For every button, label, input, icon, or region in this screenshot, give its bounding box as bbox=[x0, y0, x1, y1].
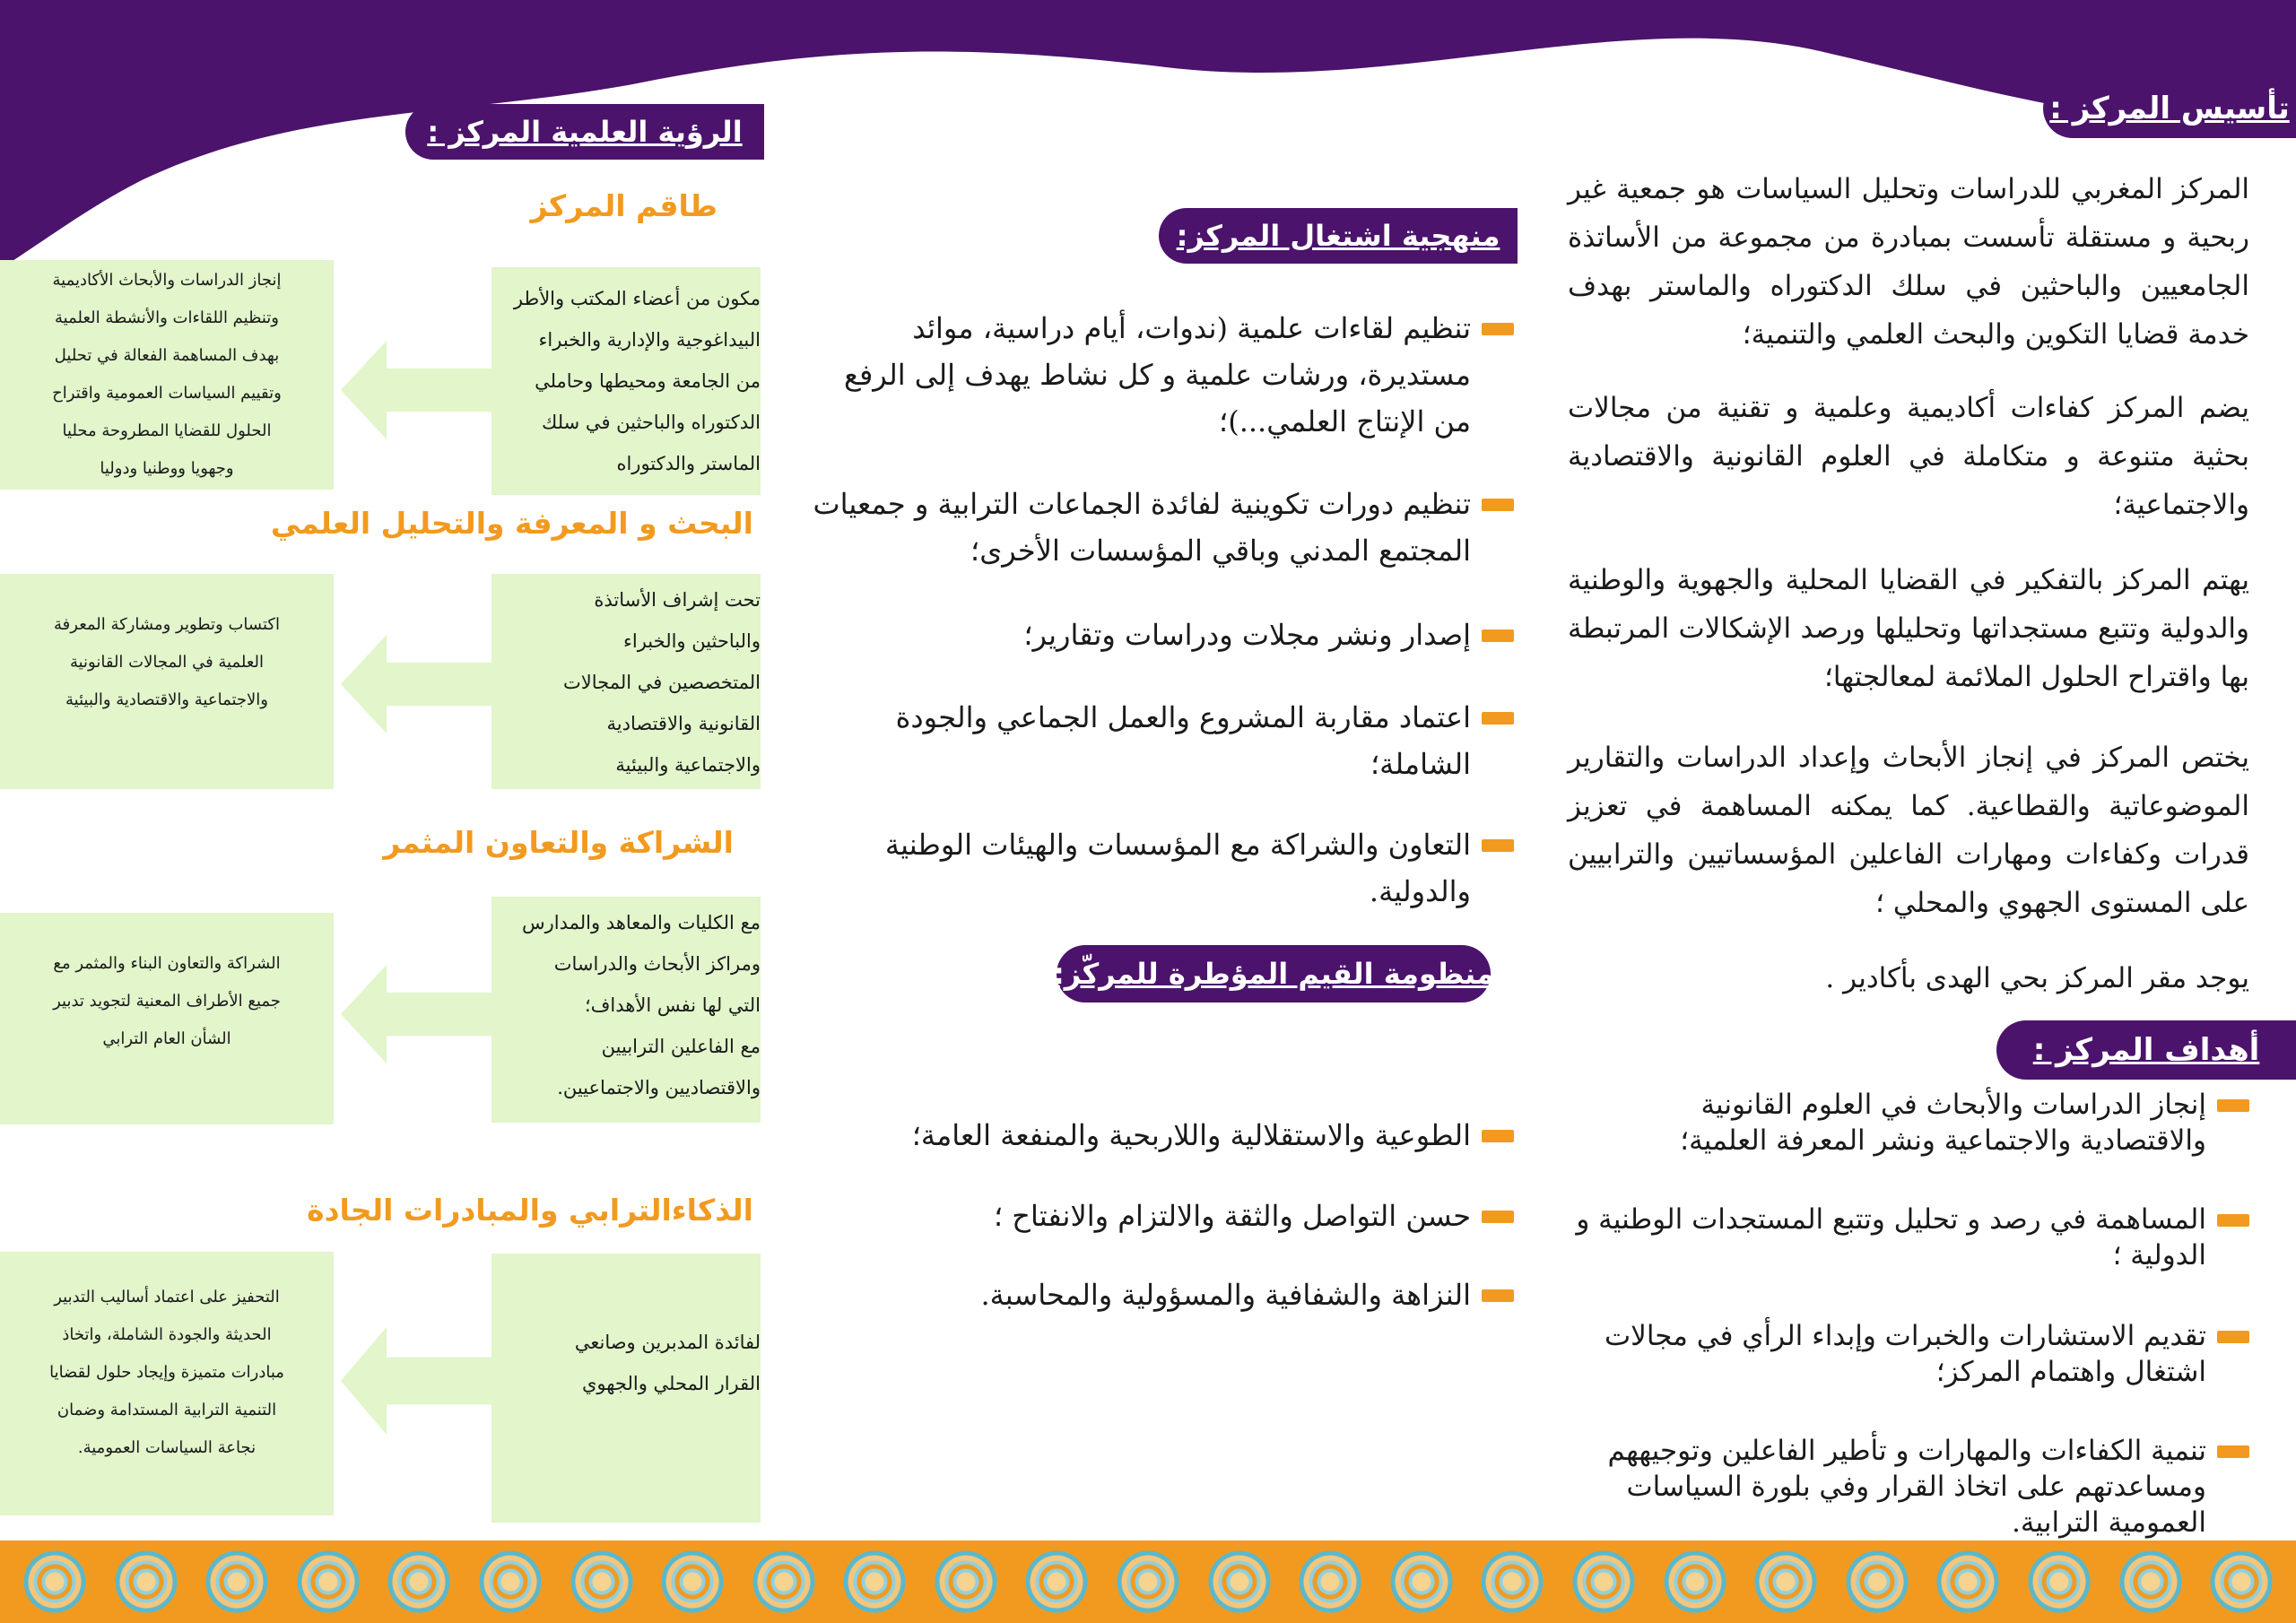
method-item-3: إصدار ونشر مجلات ودراسات وتقارير؛ bbox=[805, 612, 1514, 658]
goal-item-4: تنمية الكفاءات والمهارات و تأطير الفاعلين وتوجيههم ومساعدتهم على اتخاذ القرار وفي بلورة السياسات العمومية الترابية. bbox=[1568, 1433, 2249, 1541]
ornament-medallion-icon bbox=[478, 1549, 543, 1614]
bottom-ornament-band bbox=[0, 1541, 2296, 1623]
team-note-line-1: إنجاز الدراسات والأبحاث الأكاديمية bbox=[52, 271, 282, 290]
territorial-note-line-5: نجاعة السياسات العمومية. bbox=[77, 1438, 257, 1457]
research-desc-line-3: المتخصصين في المجالات bbox=[563, 672, 761, 693]
team-desc-line-5: الماستر والدكتوراه bbox=[616, 453, 761, 474]
ornament-medallion-icon bbox=[660, 1549, 725, 1614]
founding-paragraph-5: يوجد مقر المركز بحي الهدى بأكادير . bbox=[1825, 962, 2249, 994]
founding-paragraph-1: المركز المغربي للدراسات وتحليل السياسات هو جمعية غير ربحية و مستقلة تأسست بمبادرة من مجموعة من الأساتذة الجامعيين والباحثين في سلك الدكتوراه والماستر بهدف خدمة قضايا التكوين والبحث العلمي والتنمية؛ bbox=[1568, 173, 2249, 351]
section-heading-team: طاقم المركز bbox=[530, 188, 718, 223]
ornament-medallion-icon bbox=[1207, 1549, 1272, 1614]
ornament-medallion-icon bbox=[2027, 1549, 2092, 1614]
team-note-line-2: وتنظيم اللقاءات والأنشطة العلمية bbox=[55, 308, 279, 327]
ornament-medallion-icon bbox=[842, 1549, 907, 1614]
ornament-medallion-icon bbox=[1298, 1549, 1362, 1614]
ornament-medallion-icon bbox=[1663, 1549, 1727, 1614]
research-note-box bbox=[0, 574, 334, 789]
ornament-medallion-icon bbox=[1935, 1549, 2000, 1614]
territorial-note-line-4: التنمية الترابية المستدامة وضمان bbox=[57, 1401, 277, 1419]
founding-paragraph-4: يختص المركز في إنجاز الأبحاث وإعداد الدراسات والتقارير الموضوعاتية والقطاعية. كما يمكنه المساهمة في تعزيز قدرات وكفاءات ومهارات الفاعلين المؤسساتيين والترابيين على المستوى الجهوي والمحلي ؛ bbox=[1568, 742, 2249, 919]
research-desc-line-4: القانونية والاقتصادية bbox=[606, 713, 761, 734]
ornament-medallion-icon bbox=[2209, 1549, 2274, 1614]
research-arrow-icon bbox=[341, 635, 493, 733]
territorial-note-line-2: الحديثة والجودة الشاملة، واتخاذ bbox=[62, 1325, 272, 1344]
methodology-title: منهجية اشتغال المركز: bbox=[1159, 208, 1518, 264]
ornament-medallion-icon bbox=[1571, 1549, 1636, 1614]
goals-title: أهداف المركز : bbox=[1996, 1020, 2296, 1080]
section-heading-partnership: الشراكة والتعاون المثمر bbox=[383, 825, 734, 860]
goal-item-3: تقديم الاستشارات والخبرات وإبداء الرأي في مجالات اشتغال واهتمام المركز؛ bbox=[1568, 1318, 2249, 1390]
partnership-desc-line-5: والاقتصاديين والاجتماعيين. bbox=[557, 1077, 761, 1098]
ornament-medallion-icon bbox=[387, 1549, 451, 1614]
vision-title: الرؤية العلمية المركز : bbox=[405, 104, 764, 160]
partnership-note-line-2: جميع الأطراف المعنية لتجويد تدبير bbox=[53, 992, 281, 1011]
territorial-description-box bbox=[491, 1254, 761, 1523]
ornament-medallion-icon bbox=[1024, 1549, 1089, 1614]
territorial-note-line-3: مبادرات متميزة وإيجاد حلول لقضايا bbox=[49, 1363, 284, 1382]
partnership-note-line-3: الشأن العام الترابي bbox=[102, 1029, 231, 1048]
ornament-medallion-icon bbox=[1845, 1549, 1909, 1614]
partnership-desc-line-3: التي لها نفس الأهداف؛ bbox=[584, 994, 761, 1016]
ornament-medallion-icon bbox=[570, 1549, 634, 1614]
territorial-note-line-1: التحفيز على اعتماد أساليب التدبير bbox=[54, 1288, 280, 1306]
territorial-desc-line-1: لفائدة المدبرين وصانعي bbox=[574, 1332, 761, 1353]
partnership-description-box bbox=[491, 897, 761, 1123]
research-desc-line-1: تحت إشراف الأساتذة bbox=[594, 589, 761, 611]
section-heading-territorial-intelligence: الذكاءالترابي والمبادرات الجادة bbox=[307, 1193, 753, 1228]
ornament-medallion-icon bbox=[1480, 1549, 1544, 1614]
research-description-box bbox=[491, 574, 761, 789]
partnership-desc-line-4: مع الفاعلين الترابيين bbox=[601, 1036, 761, 1057]
partnership-desc-line-2: ومراكز الأبحاث والدراسات bbox=[553, 953, 761, 975]
territorial-desc-line-2: القرار المحلي والجهوي bbox=[581, 1373, 761, 1394]
value-item-2: حسن التواصل والثقة والالتزام والانفتاح ؛ bbox=[805, 1193, 1514, 1239]
ornament-medallion-icon bbox=[1116, 1549, 1180, 1614]
ornament-medallion-icon bbox=[1753, 1549, 1818, 1614]
ornament-medallion-icon bbox=[752, 1549, 816, 1614]
research-note-line-2: العلمية في المجالات القانونية bbox=[69, 653, 265, 672]
ornament-medallion-icon bbox=[204, 1549, 269, 1614]
ornament-medallion-icon bbox=[1389, 1549, 1454, 1614]
team-note-line-3: بهدف المساهمة الفعالة في تحليل bbox=[54, 346, 280, 365]
team-desc-line-3: من الجامعة ومحيطها وحاملي bbox=[535, 370, 761, 392]
method-item-4: اعتماد مقاربة المشروع والعمل الجماعي والجودة الشاملة؛ bbox=[805, 694, 1514, 787]
values-title: منظومة القيم المؤطرة للمركّز: bbox=[1057, 945, 1491, 1002]
ornament-medallion-icon bbox=[2118, 1549, 2183, 1614]
ornament-medallion-icon bbox=[934, 1549, 998, 1614]
value-item-1: الطوعية والاستقلالية واللاربحية والمنفعة العامة؛ bbox=[805, 1112, 1514, 1159]
team-note-line-6: وجهويا ووطنيا ودوليا bbox=[100, 459, 234, 478]
partnership-desc-line-1: مع الكليات والمعاهد والمدارس bbox=[521, 912, 761, 933]
founding-title: تأسيس المركز : bbox=[2043, 79, 2296, 138]
team-desc-line-2: البيداغوجية والإدارية والخبراء bbox=[538, 329, 761, 351]
ornament-medallion-icon bbox=[22, 1549, 87, 1614]
team-desc-line-1: مكون من أعضاء المكتب والأطر bbox=[513, 288, 761, 309]
team-note-line-4: وتقييم السياسات العمومية واقتراح bbox=[52, 384, 282, 403]
team-note-line-5: الحلول للقضايا المطروحة محليا bbox=[62, 421, 272, 440]
method-item-2: تنظيم دورات تكوينية لفائدة الجماعات الترابية و جمعيات المجتمع المدني وباقي المؤسسات الأخرى؛ bbox=[805, 481, 1514, 574]
research-note-line-3: والاجتماعية والاقتصادية والبيئية bbox=[65, 690, 268, 709]
method-item-1: تنظيم لقاءات علمية (ندوات، أيام دراسية، موائد مستديرة، ورشات علمية و كل نشاط يهدف إلى الرفع من الإنتاج العلمي...)؛ bbox=[805, 305, 1514, 445]
ornament-medallion-icon bbox=[114, 1549, 178, 1614]
partnership-note-box bbox=[0, 913, 334, 1124]
team-description-box bbox=[491, 267, 761, 495]
team-arrow-icon bbox=[341, 341, 493, 439]
ornament-medallion-icon bbox=[296, 1549, 361, 1614]
territorial-note-box bbox=[0, 1252, 334, 1515]
research-desc-line-2: والباحثين والخبراء bbox=[623, 630, 761, 652]
goal-item-2: المساهمة في رصد و تحليل وتتبع المستجدات الوطنية و الدولية ؛ bbox=[1568, 1202, 2249, 1273]
territorial-arrow-icon bbox=[341, 1327, 493, 1435]
method-item-5: التعاون والشراكة مع المؤسسات والهيئات الوطنية والدولية. bbox=[805, 821, 1514, 915]
section-heading-research: البحث و المعرفة والتحليل العلمي bbox=[270, 506, 753, 541]
goal-item-1: إنجاز الدراسات والأبحاث في العلوم القانونية والاقتصادية والاجتماعية ونشر المعرفة العلمية؛ bbox=[1568, 1087, 2249, 1159]
partnership-note-line-1: الشراكة والتعاون البناء والمثمر مع bbox=[53, 954, 281, 973]
founding-paragraph-2: يضم المركز كفاءات أكاديمية وعلمية و تقنية من مجالات بحثية متنوعة و متكاملة في العلوم القانونية والاقتصادية والاجتماعية؛ bbox=[1568, 392, 2249, 521]
research-desc-line-5: والاجتماعية والبيئية bbox=[615, 754, 761, 776]
founding-paragraph-3: يهتم المركز بالتفكير في القضايا المحلية والجهوية والوطنية والدولية وتتبع مستجداتها وتحليلها ورصد الإشكالات المرتبطة بها واقتراح الحلول الملائمة لمعالجتها؛ bbox=[1568, 564, 2249, 693]
team-desc-line-4: الدكتوراه والباحثين في سلك bbox=[542, 412, 761, 433]
partnership-arrow-icon bbox=[341, 965, 493, 1063]
value-item-3: النزاهة والشفافية والمسؤولية والمحاسبة. bbox=[805, 1271, 1514, 1318]
team-note-box bbox=[0, 260, 334, 490]
research-note-line-1: اكتساب وتطوير ومشاركة المعرفة bbox=[54, 615, 280, 634]
